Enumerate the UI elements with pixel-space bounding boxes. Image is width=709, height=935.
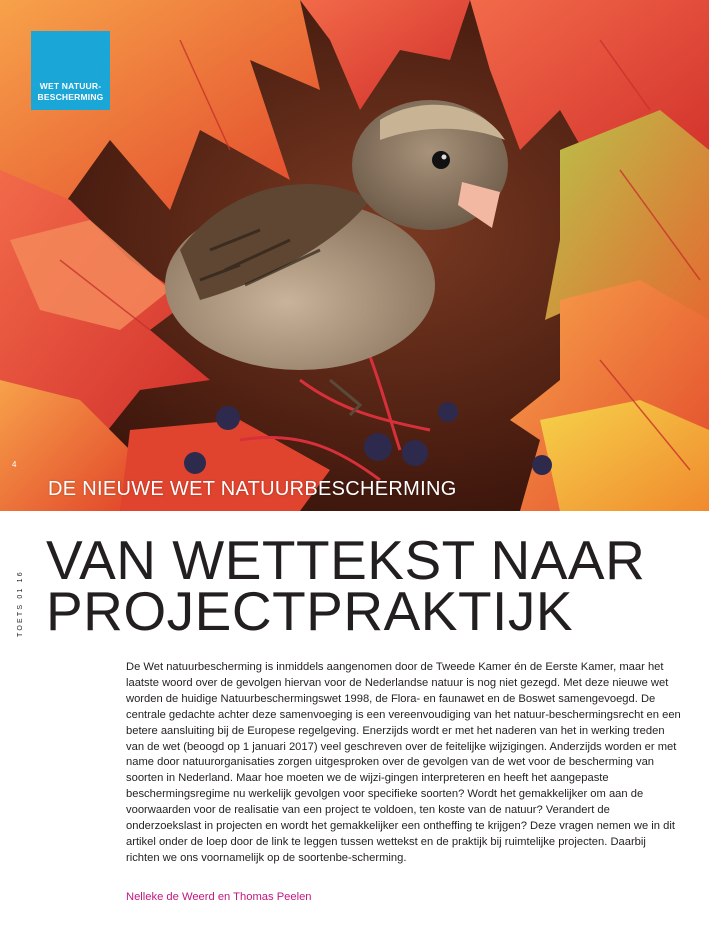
article-headline (46, 529, 706, 642)
article-authors: Nelleke de Weerd en Thomas Peelen (126, 891, 312, 903)
section-label: DE NIEUWE WET NATUURBESCHERMING (48, 478, 457, 500)
category-tag (31, 31, 110, 110)
headline-line-1: VAN WETTEKST NAAR (46, 529, 646, 591)
category-tag-label: WET NATUUR- BESCHERMING (37, 81, 104, 102)
headline-line-2: PROJECTPRAKTIJK (46, 580, 574, 642)
article-intro: De Wet natuurbescherming is inmiddels aangenomen door de Tweede Kamer én de Eerste Kamer, maar het laatste woord over de gevolgen hiervan voor de Nederlandse natuur is nog niet gezegd. Met deze nieuwe wet worden de huidige Natuurbeschermingswet 1998, de Flora- en faunawet en de Boswet samengevoegd. De centrale gedachte achter deze samenvoeging is een vereenvoudiging van het natuur-beschermingsrecht en een betere aansluiting bij de Europese regelgeving. Enerzijds wordt er met het naderen van het in werking treden van de wet (beoogd op 1 januari 2017) veel geschreven over de feitelijke wijzigingen. Anderzijds worden er met name door natuurorganisaties zorgen uitgesproken over de gevolgen van de wet voor de bescherming van soorten in Nederland. Maar hoe moeten we de wijzi-gingen interpreteren en heeft het aangepaste beschermingsregime nu werkelijk gevolgen voor specifieke soorten? Wordt het gemakkelijker om aan de voorwaarden voor de realisatie van een project te voldoen, ten koste van de natuur? Verandert de onderzoekslast in projecten en wordt het gemakkelijker een ontheffing te krijgen? Deze vragen nemen we in dit artikel onder de loep door de link te leggen tussen wettekst en de praktijk bij ruimtelijke projecten. Daarbij richten we ons voornamelijk op de soortenbe-scherming. (126, 661, 681, 864)
page-number: 4 (12, 460, 17, 469)
magazine-issue-label: TOETS 01 16 (17, 570, 24, 637)
